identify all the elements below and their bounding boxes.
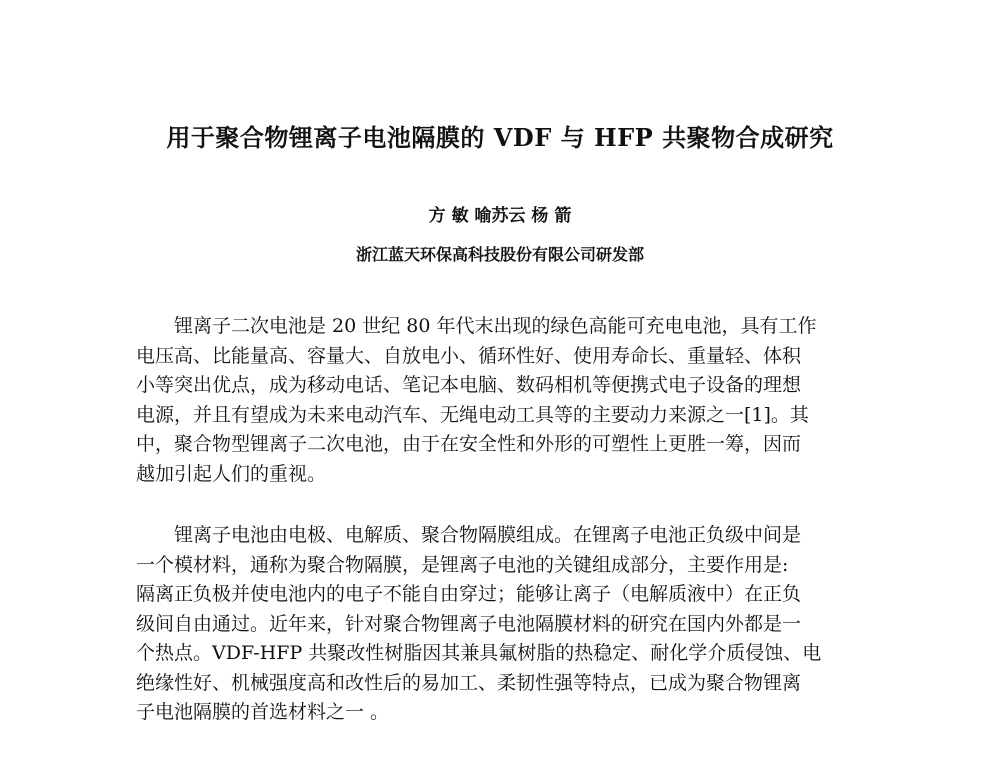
- paragraph-2: [136, 521, 866, 728]
- paragraph-line: 隔离正负极并使电池内的电子不能自由穿过；能够让离子（电解质液中）在正负: [136, 583, 802, 605]
- paragraph-line: 锂离子二次电池是 20 世纪 80 年代末出现的绿色高能可充电电池，具有工作: [136, 315, 817, 337]
- paragraph-line: 电压高、比能量高、容量大、自放电小、循环性好、使用寿命长、重量轻、体积: [136, 344, 802, 367]
- paper-authors: 方 敏 喻苏云 杨 箭: [428, 206, 572, 226]
- paragraph-line: 锂离子电池由电极、电解质、聚合物隔膜组成。在锂离子电池正负级中间是: [136, 524, 802, 546]
- paragraph-line: 子电池隔膜的首选材料之一 。: [136, 701, 390, 723]
- paragraph-line: 一个模材料，通称为聚合物隔膜，是锂离子电池的关键组成部分，主要作用是:: [136, 553, 789, 576]
- paragraph-line: 越加引起人们的重视。: [136, 462, 327, 485]
- paragraph-1: [136, 312, 866, 489]
- paper-title: 用于聚合物锂离子电池隔膜的 VDF 与 HFP 共聚物合成研究: [166, 123, 834, 152]
- paragraph-line: 中，聚合物型锂离子二次电池，由于在安全性和外形的可塑性上更胜一筹，因而: [136, 433, 802, 455]
- paper-affiliation: 浙江蓝天环保高科技股份有限公司研发部: [355, 245, 644, 264]
- paragraph-line: 电源，并且有望成为未来电动汽车、无绳电动工具等的主要动力来源之一[1]。其: [136, 403, 809, 426]
- paragraph-line: 级间自由通过。近年来，针对聚合物锂离子电池隔膜材料的研究在国内外都是一: [136, 612, 802, 635]
- paragraph-line: 绝缘性好、机械强度高和改性后的易加工、柔韧性强等特点，已成为聚合物锂离: [136, 671, 802, 694]
- paragraph-line: 个热点。VDF-HFP 共聚改性树脂因其兼具氟树脂的热稳定、耐化学介质侵蚀、电: [136, 642, 822, 664]
- paragraph-line: 小等突出优点，成为移动电话、笔记本电脑、数码相机等便携式电子设备的理想: [136, 374, 802, 396]
